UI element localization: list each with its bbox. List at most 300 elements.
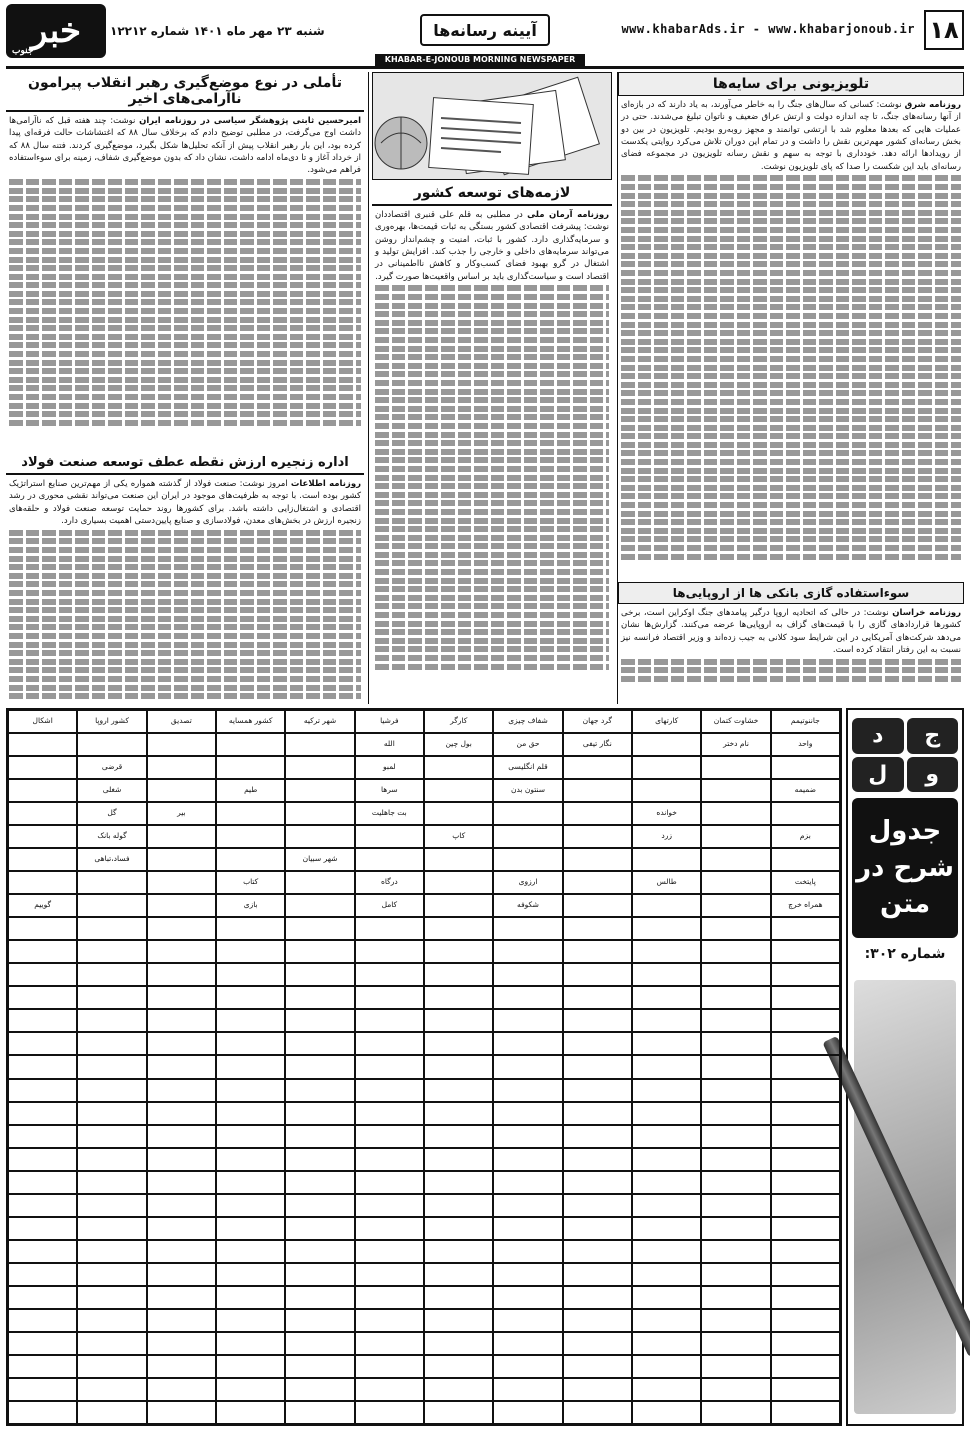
crossword-cell — [563, 1263, 632, 1286]
crossword-cell — [424, 1332, 493, 1355]
crossword-cell — [216, 1332, 285, 1355]
crossword-cell — [285, 825, 354, 848]
crossword-cell — [632, 1217, 701, 1240]
crossword-cell — [493, 1032, 562, 1055]
crossword-cell — [216, 1079, 285, 1102]
crossword-cell — [355, 1125, 424, 1148]
crossword-cell — [424, 1009, 493, 1032]
crossword-cell — [8, 1355, 77, 1378]
crossword-cell — [216, 1217, 285, 1240]
crossword-cell — [632, 894, 701, 917]
crossword-cell — [424, 1263, 493, 1286]
crossword-cell — [701, 848, 770, 871]
crossword-cell — [77, 1355, 146, 1378]
crossword-cell: پایتخت — [771, 871, 840, 894]
article-bank-abuse — [618, 582, 964, 704]
letter-tile: ج — [907, 718, 959, 754]
crossword-cell — [147, 1309, 216, 1332]
crossword-cell — [8, 1125, 77, 1148]
crossword-cell: لمبو — [355, 756, 424, 779]
article-text: نوشت: در حالی که اتحادیه اروپا درگیر پیامدهای جنگ اوکراین است، برخی کشورها قراردادهای گازی را با قیمت‌های گزاف به اروپایی‌ها عرضه می‌کنند. گزارش‌ها نشان می‌دهد شرکت‌های آمریکایی در این شرایط سود کلانی به جیب زده‌اند و وزیر اقتصاد فرانسه نیز نسبت به این رفتار انتقاد کرده است. — [621, 608, 961, 655]
logo-subtitle: جنوب — [12, 46, 34, 56]
article-body — [6, 475, 364, 704]
crossword-cell — [355, 1309, 424, 1332]
crossword-cell — [216, 1286, 285, 1309]
crossword-cell — [216, 1102, 285, 1125]
crossword-cell — [424, 1055, 493, 1078]
crossword-cell — [147, 1263, 216, 1286]
crossword-cell — [701, 756, 770, 779]
crossword-cell — [8, 1401, 77, 1424]
crossword-cell: گوله بانک — [77, 825, 146, 848]
crossword-cell — [771, 1079, 840, 1102]
crossword-cell — [147, 848, 216, 871]
crossword-header-panel — [846, 708, 964, 1426]
article-development-needs — [372, 182, 612, 704]
crossword-cell: گرد جهان — [563, 710, 632, 733]
crossword-cell — [771, 917, 840, 940]
crossword-cell — [701, 940, 770, 963]
crossword-cell: درگاه — [355, 871, 424, 894]
crossword-cell — [285, 1355, 354, 1378]
crossword-cell — [701, 1263, 770, 1286]
crossword-cell — [493, 1055, 562, 1078]
crossword-cell — [8, 756, 77, 779]
crossword-cell — [771, 802, 840, 825]
crossword-cell — [8, 1009, 77, 1032]
crossword-cell — [285, 733, 354, 756]
crossword-cell — [563, 940, 632, 963]
letter-tile: و — [907, 757, 959, 793]
crossword-cell — [493, 1309, 562, 1332]
crossword-cell — [285, 894, 354, 917]
crossword-cell — [285, 1079, 354, 1102]
crossword-cell — [632, 756, 701, 779]
crossword-cell: واحد — [771, 733, 840, 756]
crossword-cell — [147, 1055, 216, 1078]
crossword-cell — [771, 1148, 840, 1171]
crossword-cell: بول چین — [424, 733, 493, 756]
crossword-cell — [771, 1401, 840, 1424]
crossword-cell — [632, 917, 701, 940]
crossword-cell — [355, 940, 424, 963]
crossword-cell — [563, 1102, 632, 1125]
crossword-cell — [632, 1286, 701, 1309]
crossword-cell — [632, 940, 701, 963]
crossword-cell — [701, 1355, 770, 1378]
crossword-cell — [771, 1240, 840, 1263]
crossword-cell — [147, 1355, 216, 1378]
crossword-cell — [424, 1309, 493, 1332]
crossword-cell — [701, 1148, 770, 1171]
crossword-cell — [424, 1079, 493, 1102]
crossword-cell — [563, 756, 632, 779]
letter-tile: ل — [852, 757, 904, 793]
crossword-cell — [563, 825, 632, 848]
article-lead: روزنامه آرمان ملی — [527, 210, 609, 220]
crossword-cell — [8, 1332, 77, 1355]
crossword-cell — [563, 1286, 632, 1309]
crossword-cell — [563, 1148, 632, 1171]
article-steel-chain — [6, 452, 364, 704]
crossword-cell — [147, 940, 216, 963]
crossword-cell — [771, 1171, 840, 1194]
crossword-cell — [632, 733, 701, 756]
crossword-cell: الله — [355, 733, 424, 756]
crossword-cell — [632, 1240, 701, 1263]
crossword-cell — [216, 940, 285, 963]
crossword-cell: بت جاهلیت — [355, 802, 424, 825]
crossword-cell — [771, 848, 840, 871]
crossword-cell — [77, 894, 146, 917]
crossword-cell — [493, 1378, 562, 1401]
section-title: آیینه رسانه‌ها — [420, 14, 550, 46]
crossword-cell — [285, 1309, 354, 1332]
crossword-cell — [8, 1102, 77, 1125]
crossword-cell — [771, 1332, 840, 1355]
crossword-cell: فساد،تباهی — [77, 848, 146, 871]
crossword-cell — [285, 940, 354, 963]
crossword-cell — [8, 940, 77, 963]
crossword-cell — [563, 1009, 632, 1032]
crossword-cell — [8, 848, 77, 871]
crossword-cell — [355, 1263, 424, 1286]
crossword-cell — [424, 1148, 493, 1171]
crossword-cell: فرشیا — [355, 710, 424, 733]
crossword-cell — [493, 917, 562, 940]
crossword-cell — [355, 1032, 424, 1055]
crossword-cell — [77, 1401, 146, 1424]
crossword-cell — [8, 1286, 77, 1309]
crossword-cell: بزم — [771, 825, 840, 848]
crossword-cell — [424, 1240, 493, 1263]
crossword-cell — [493, 1401, 562, 1424]
crossword-cell — [355, 1079, 424, 1102]
crossword-cell — [563, 871, 632, 894]
crossword-cell — [355, 1102, 424, 1125]
crossword-cell — [355, 848, 424, 871]
crossword-cell — [8, 963, 77, 986]
crossword-cell — [563, 1309, 632, 1332]
crossword-cell — [424, 1378, 493, 1401]
crossword-cell — [147, 1125, 216, 1148]
crossword-cell: طالس — [632, 871, 701, 894]
crossword-cell — [563, 1032, 632, 1055]
crossword-cell: کارگر — [424, 710, 493, 733]
crossword-grid-area — [6, 708, 842, 1426]
crossword-cell — [424, 1194, 493, 1217]
crossword-cell — [424, 1217, 493, 1240]
crossword-cell — [701, 1009, 770, 1032]
crossword-cell — [701, 825, 770, 848]
crossword-cell — [701, 802, 770, 825]
crossword-cell — [147, 779, 216, 802]
crossword-cell — [701, 1171, 770, 1194]
crossword-cell — [285, 756, 354, 779]
crossword-cell — [216, 1125, 285, 1148]
crossword-cell — [493, 1263, 562, 1286]
crossword-cell — [285, 1032, 354, 1055]
crossword-cell: شهر سبیان — [285, 848, 354, 871]
crossword-cell: قلم انگلیسی — [493, 756, 562, 779]
crossword-cell — [701, 1194, 770, 1217]
crossword-cell — [701, 1125, 770, 1148]
crossword-cell — [216, 1309, 285, 1332]
crossword-cell — [771, 963, 840, 986]
crossword-cell — [424, 802, 493, 825]
crossword-cell — [8, 802, 77, 825]
crossword-cell: خشاوت کتمان — [701, 710, 770, 733]
crossword-cell — [355, 1055, 424, 1078]
crossword-cell — [493, 1240, 562, 1263]
crossword-cell — [355, 1378, 424, 1401]
crossword-cell — [147, 1378, 216, 1401]
english-masthead: KHABAR-E-JONOUB MORNING NEWSPAPER — [375, 54, 585, 66]
crossword-cell — [424, 894, 493, 917]
crossword-cell — [216, 1032, 285, 1055]
crossword-cell — [77, 917, 146, 940]
crossword-cell — [77, 1148, 146, 1171]
crossword-cell — [355, 1171, 424, 1194]
crossword-cell — [147, 1009, 216, 1032]
crossword-cell — [424, 848, 493, 871]
crossword-cell: سنتون بدن — [493, 779, 562, 802]
crossword-cell: کارتهای — [632, 710, 701, 733]
crossword-cell — [771, 1055, 840, 1078]
crossword-cell — [8, 1055, 77, 1078]
crossword-cell — [771, 1355, 840, 1378]
crossword-cell — [285, 1263, 354, 1286]
crossword-cell — [493, 963, 562, 986]
crossword-cell — [285, 1102, 354, 1125]
article-title: اداره زنجیره ارزش نقطه عطف توسعه صنعت فولاد — [6, 452, 364, 475]
crossword-cell: شفاف چیزی — [493, 710, 562, 733]
crossword-cell — [8, 1194, 77, 1217]
crossword-cell — [563, 963, 632, 986]
crossword-cell — [147, 1171, 216, 1194]
crossword-cell — [771, 1217, 840, 1240]
crossword-cell — [8, 986, 77, 1009]
crossword-cell — [355, 1009, 424, 1032]
crossword-cell: زرد — [632, 825, 701, 848]
crossword-cell — [77, 1240, 146, 1263]
crossword-cell — [147, 1032, 216, 1055]
crossword-cell — [424, 940, 493, 963]
crossword-cell — [701, 1032, 770, 1055]
crossword-cell: کامل — [355, 894, 424, 917]
crossword-cell — [147, 1217, 216, 1240]
crossword-cell — [493, 1009, 562, 1032]
crossword-cell: بیر — [147, 802, 216, 825]
crossword-cell — [563, 1125, 632, 1148]
crossword-cell — [8, 1309, 77, 1332]
crossword-cell — [563, 779, 632, 802]
crossword-cell: ارزوی — [493, 871, 562, 894]
newspaper-logo — [6, 4, 106, 58]
crossword-cell — [771, 1263, 840, 1286]
crossword-cell — [701, 871, 770, 894]
article-text: در مطلبی به قلم علی قنبری اقتصاددان نوشت: پیشرفت اقتصادی کشور بستگی به ثبات قیمت‌ها، بهره‌وری و سرمایه‌گذاری دارد. کشور با ثبات، امنیت و چشم‌انداز روشن می‌تواند سرمایه‌های داخلی و خارجی را جذب کند. افزایش تولید و اشتغال در گرو بهبود فضای کسب‌وکار و کاهش نااطمینانی در اقتصاد است و سیاست‌گذاری باید بر اساس واقعیت‌ها صورت گیرد. — [375, 210, 609, 282]
crossword-cell — [632, 1378, 701, 1401]
crossword-cell — [563, 802, 632, 825]
article-lead: روزنامه شرق — [904, 100, 961, 110]
crossword-cell: شهر ترکیه — [285, 710, 354, 733]
crossword-cell — [424, 986, 493, 1009]
newspapers-photo — [372, 72, 612, 180]
crossword-cell: خوانده — [632, 802, 701, 825]
logo-text: خبر — [30, 11, 82, 51]
crossword-title — [852, 798, 958, 938]
crossword-cell — [77, 940, 146, 963]
crossword-cell — [632, 1102, 701, 1125]
crossword-cell — [147, 1332, 216, 1355]
crossword-cell — [77, 1125, 146, 1148]
crossword-cell: شکوفه — [493, 894, 562, 917]
crossword-cell — [355, 1148, 424, 1171]
crossword-cell — [493, 1125, 562, 1148]
crossword-title-line2: شرح در متن — [856, 852, 954, 920]
crossword-cell — [77, 1055, 146, 1078]
crossword-cell — [563, 894, 632, 917]
crossword-cell — [355, 1217, 424, 1240]
crossword-cell — [632, 1032, 701, 1055]
crossword-cell — [77, 1079, 146, 1102]
crossword-cell — [77, 1286, 146, 1309]
crossword-cell — [77, 986, 146, 1009]
crossword-cell — [632, 1355, 701, 1378]
crossword-cell — [285, 1240, 354, 1263]
crossword-cell: سرها — [355, 779, 424, 802]
crossword-cell — [771, 756, 840, 779]
crossword-cell — [424, 1286, 493, 1309]
crossword-cell — [563, 1401, 632, 1424]
crossword-cell — [701, 779, 770, 802]
crossword-cell — [216, 825, 285, 848]
crossword-cell — [285, 1332, 354, 1355]
crossword-cell — [701, 986, 770, 1009]
crossword-cell — [563, 848, 632, 871]
article-title: تأملی در نوع موضع‌گیری رهبر انقلاب پیرامون ناآرامی‌های اخیر — [6, 72, 364, 112]
crossword-cell — [771, 986, 840, 1009]
crossword-cell — [493, 1194, 562, 1217]
crossword-cell — [493, 1217, 562, 1240]
crossword-cell — [563, 1378, 632, 1401]
newspaper-stack-illustration — [372, 73, 611, 180]
crossword-cell — [563, 917, 632, 940]
crossword-cell — [701, 963, 770, 986]
crossword-cell — [563, 1332, 632, 1355]
crossword-cell: نام دختر — [701, 733, 770, 756]
crossword-cell — [563, 986, 632, 1009]
crossword-cell — [424, 963, 493, 986]
crossword-cell: کتاب — [216, 871, 285, 894]
crossword-cell — [216, 1355, 285, 1378]
crossword-cell — [77, 963, 146, 986]
crossword-cell — [493, 1171, 562, 1194]
crossword-cell — [632, 986, 701, 1009]
crossword-cell — [701, 1378, 770, 1401]
crossword-cell — [493, 802, 562, 825]
crossword-cell: حق من — [493, 733, 562, 756]
crossword-cell — [216, 1009, 285, 1032]
crossword-cell — [493, 1148, 562, 1171]
crossword-cell — [147, 733, 216, 756]
pen-illustration — [854, 980, 956, 1414]
crossword-cell — [424, 1355, 493, 1378]
crossword-cell — [701, 1217, 770, 1240]
crossword-cell — [355, 986, 424, 1009]
crossword-cell — [424, 1401, 493, 1424]
crossword-grid — [8, 710, 840, 1424]
crossword-cell — [355, 1194, 424, 1217]
crossword-cell — [216, 1401, 285, 1424]
crossword-cell — [632, 1309, 701, 1332]
header-rule — [6, 66, 964, 69]
crossword-cell — [147, 756, 216, 779]
column-divider — [617, 72, 618, 704]
crossword-cell — [147, 986, 216, 1009]
crossword-cell — [424, 917, 493, 940]
crossword-cell — [563, 1240, 632, 1263]
crossword-cell — [355, 1355, 424, 1378]
crossword-cell — [8, 825, 77, 848]
crossword-cell — [147, 871, 216, 894]
crossword-cell — [424, 1102, 493, 1125]
crossword-cell — [77, 1171, 146, 1194]
crossword-number: شماره ۳۰۲: — [864, 946, 946, 962]
article-text: نوشت: کسانی که سال‌های جنگ را به خاطر می‌آورند، به یاد دارند که در بازه‌ای از آنها رسانه‌های جنگ، تا چه اندازه دولت و ارتش عراق ضعیف و ناتوان تبلیغ می‌شدند. حتی در عملیات هایی که بعدها معلوم شد با ارتشی توانمند و مجهز روبه‌رو بودیم. تلویزیون در بین دو بخش رسانه‌ای کشور مهم‌ترین نقش را داشت و در تمام این دوران تلاش می‌کرد روایتی یکدست از رویدادها ارائه دهد. خودداری با توجه به سهم و نقش رسانه تلویزیون در مجموعه فضای رسانه‌ای باید این شکست را صدا که پای تلویزیون نوشت. — [621, 100, 961, 172]
crossword-cell — [285, 917, 354, 940]
crossword-cell — [77, 1309, 146, 1332]
crossword-cell — [355, 1286, 424, 1309]
crossword-cell — [701, 917, 770, 940]
crossword-cell — [8, 1240, 77, 1263]
crossword-cell — [216, 848, 285, 871]
crossword-cell — [147, 917, 216, 940]
crossword-cell — [493, 848, 562, 871]
crossword-cell — [216, 1263, 285, 1286]
crossword-cell: نگار تیفی — [563, 733, 632, 756]
crossword-cell — [77, 871, 146, 894]
crossword-cell — [771, 1009, 840, 1032]
crossword-cell — [701, 894, 770, 917]
crossword-cell — [701, 1332, 770, 1355]
crossword-cell: تصدیق — [147, 710, 216, 733]
article-lead: روزنامه خراسان — [892, 608, 962, 618]
crossword-cell — [563, 1355, 632, 1378]
site-urls[interactable]: www.khabarAds.ir - www.khabarjonoub.ir — [621, 22, 915, 36]
article-text: نوشت: چند هفته قبل که ناآرامی‌ها داشت اوج می‌گرفت، در مطلبی توضیح دادم که برخلاف سال ۸۸ که اغتشاشات حالت فرقه‌ای پیدا کرده بود، این بار رهبر انقلاب پیش از آنکه تحلیل‌ها شکل بگیرد، موضع‌گیری کردند. فتنه سال ۸۸ که از خرداد آغاز و تا دی‌ماه ادامه داشت، نشان داد که بدون موضع‌گیری شفاف، زمینه برای سوءاستفاده فراهم می‌شود. — [9, 116, 362, 176]
crossword-cell — [771, 1309, 840, 1332]
crossword-cell: کاپ — [424, 825, 493, 848]
crossword-cell — [285, 1378, 354, 1401]
crossword-cell — [632, 1194, 701, 1217]
crossword-cell — [8, 733, 77, 756]
crossword-cell — [216, 802, 285, 825]
crossword-cell — [8, 917, 77, 940]
crossword-cell — [355, 1401, 424, 1424]
crossword-cell — [701, 1055, 770, 1078]
crossword-cell — [493, 986, 562, 1009]
crossword-letter-tiles — [852, 718, 958, 792]
crossword-cell — [493, 1079, 562, 1102]
crossword-cell — [77, 1378, 146, 1401]
crossword-cell — [493, 1286, 562, 1309]
page-number: ۱۸ — [924, 10, 964, 50]
crossword-cell — [563, 1055, 632, 1078]
crossword-cell — [8, 1148, 77, 1171]
crossword-cell — [147, 1240, 216, 1263]
